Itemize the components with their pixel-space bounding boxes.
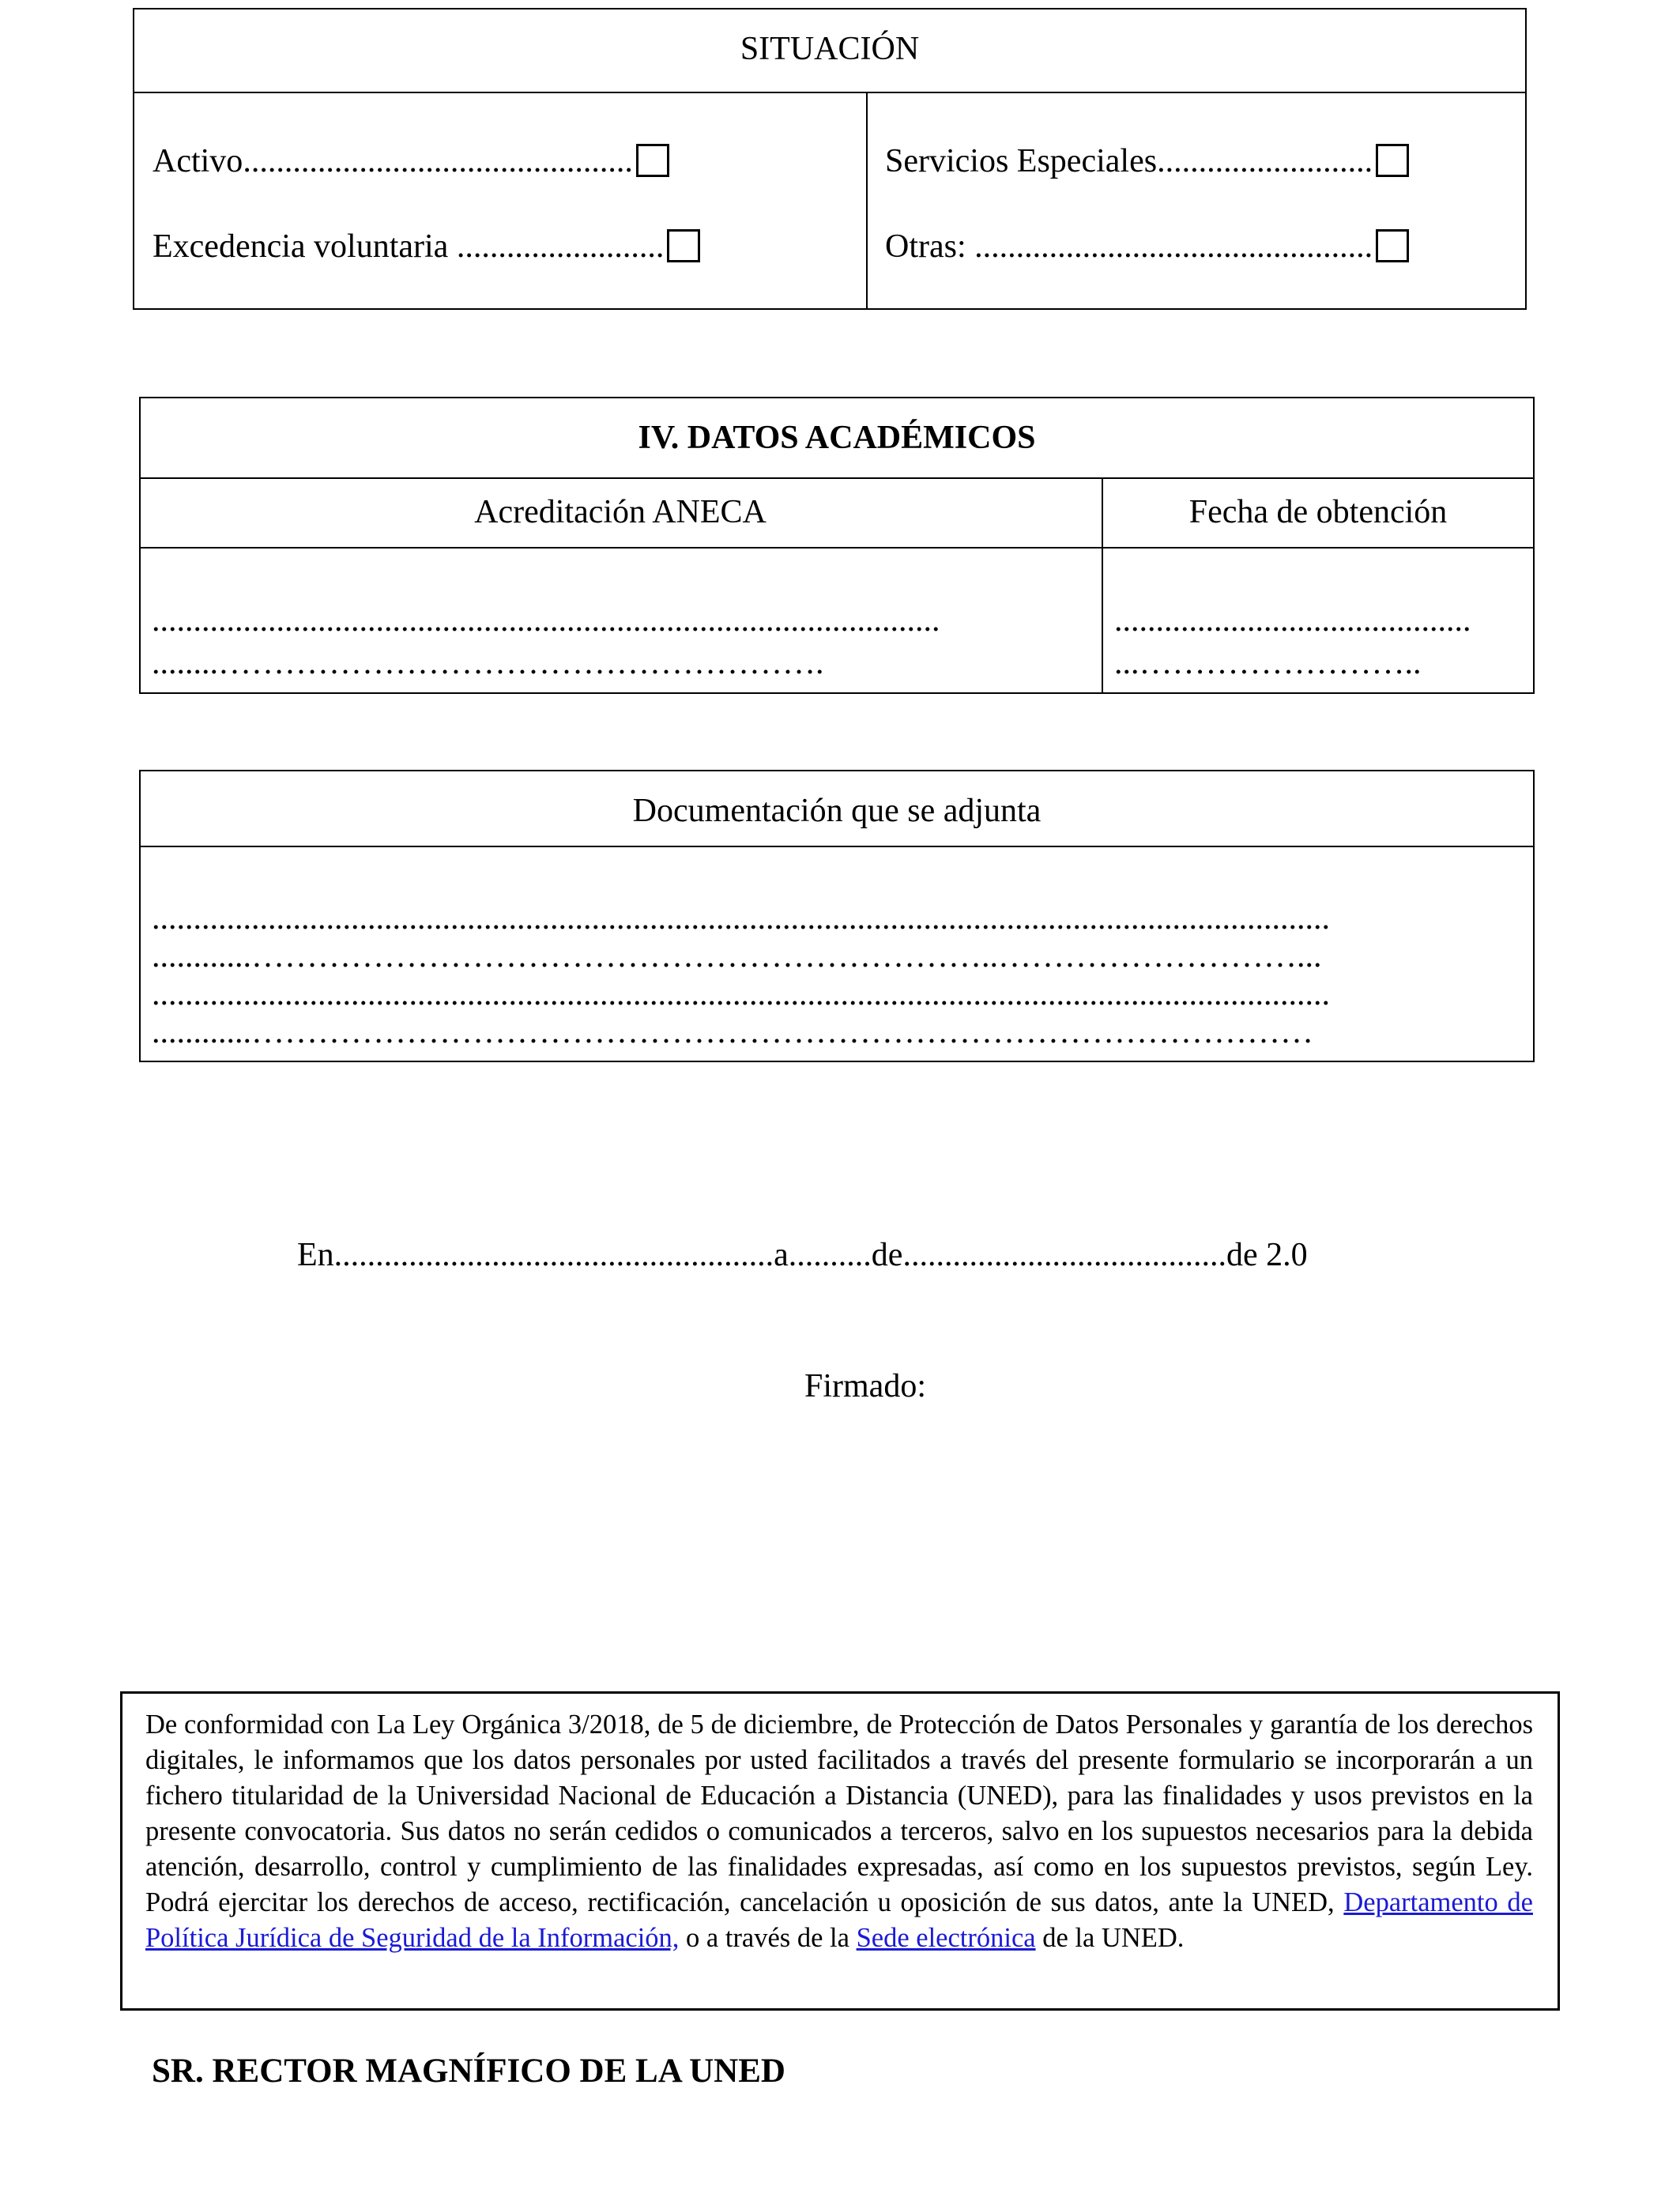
otras-dots: ................................................ bbox=[974, 228, 1373, 265]
privacy-text-middle: o a través de la bbox=[679, 1923, 857, 1953]
acreditacion-aneca-header: Acreditación ANECA bbox=[474, 494, 767, 530]
documentacion-line-1: .............................................................................................................................................. bbox=[152, 900, 1330, 937]
servicios-dots: .......................... bbox=[1157, 143, 1373, 179]
documentacion-title: Documentación que se adjunta bbox=[632, 793, 1042, 829]
place-date-line[interactable]: En.....................................................a..........de.......................................de 2.0 bbox=[297, 1237, 1308, 1273]
academicos-title-divider bbox=[139, 477, 1535, 479]
excedencia-label: Excedencia voluntaria bbox=[153, 228, 449, 265]
acreditacion-line-1: ............................................................................................... bbox=[152, 602, 940, 639]
documentacion-field[interactable] bbox=[152, 899, 1527, 1051]
excedencia-checkbox[interactable] bbox=[667, 229, 700, 262]
acreditacion-line-2: ........………………………………………………. bbox=[152, 645, 824, 681]
excedencia-option[interactable] bbox=[153, 228, 848, 266]
situacion-title: SITUACIÓN bbox=[740, 31, 920, 67]
departamento-politica-link[interactable]: Departamento de Política Jurídica de Seguridad de la Información, bbox=[145, 1887, 1533, 1953]
otras-option[interactable] bbox=[885, 228, 1517, 266]
servicios-label: Servicios Especiales bbox=[885, 143, 1158, 179]
documentacion-header-divider bbox=[139, 846, 1535, 847]
activo-dots: ............................................... bbox=[243, 143, 633, 179]
otras-label: Otras: bbox=[885, 228, 966, 265]
academicos-header-divider bbox=[139, 547, 1535, 548]
fecha-line-2: ...…………………….. bbox=[1114, 645, 1422, 681]
servicios-option[interactable] bbox=[885, 142, 1517, 180]
documentacion-line-4: ............…………………………………………………………………………………… bbox=[152, 1014, 1313, 1050]
documentacion-line-3: .............................................................................................................................................. bbox=[152, 976, 1330, 1012]
fecha-line-1: ........................................... bbox=[1114, 602, 1471, 639]
activo-option[interactable] bbox=[153, 142, 848, 180]
servicios-checkbox[interactable] bbox=[1376, 144, 1409, 177]
privacy-text-body: De conformidad con La Ley Orgánica 3/2018, de 5 de diciembre, de Protección de Datos Personales y garantía de los derechos digitales, le informamos que los datos personales por usted facilitados a través del presente formulario se incorporarán a un fichero titularidad de la Universidad Nacional de Educación a Distancia (UNED), para las finalidades y usos previstos en la presente convocatoria. Sus datos no serán cedidos o comunicados a terceros, salvo en los supuestos necesarios para la debida atención, desarrollo, control y cumplimiento de las finalidades expresadas, así como en los supuestos previstos, según Ley. Podrá ejercitar los derechos de acceso, rectificación, cancelación u oposición de sus datos, ante la UNED, bbox=[145, 1710, 1533, 1917]
acreditacion-aneca-field[interactable] bbox=[152, 599, 1092, 684]
privacy-text-end: de la UNED. bbox=[1035, 1923, 1185, 1953]
sede-electronica-link[interactable]: Sede electrónica bbox=[856, 1923, 1036, 1953]
situacion-column-divider bbox=[866, 92, 868, 310]
activo-label: Activo bbox=[153, 143, 243, 179]
excedencia-dots: ......................... bbox=[456, 228, 665, 265]
addressee: SR. RECTOR MAGNÍFICO DE LA UNED bbox=[152, 2053, 785, 2090]
privacy-text bbox=[145, 1707, 1533, 1956]
fecha-obtencion-field[interactable] bbox=[1114, 599, 1528, 684]
fecha-obtencion-header: Fecha de obtención bbox=[1188, 494, 1448, 530]
datos-academicos-title: IV. DATOS ACADÉMICOS bbox=[638, 420, 1036, 456]
documentacion-line-2: ............…………………………………………………………..………………………... bbox=[152, 938, 1322, 974]
signed-label: Firmado: bbox=[804, 1368, 926, 1404]
situacion-header-divider bbox=[133, 92, 1527, 93]
otras-checkbox[interactable] bbox=[1376, 229, 1409, 262]
activo-checkbox[interactable] bbox=[636, 144, 669, 177]
